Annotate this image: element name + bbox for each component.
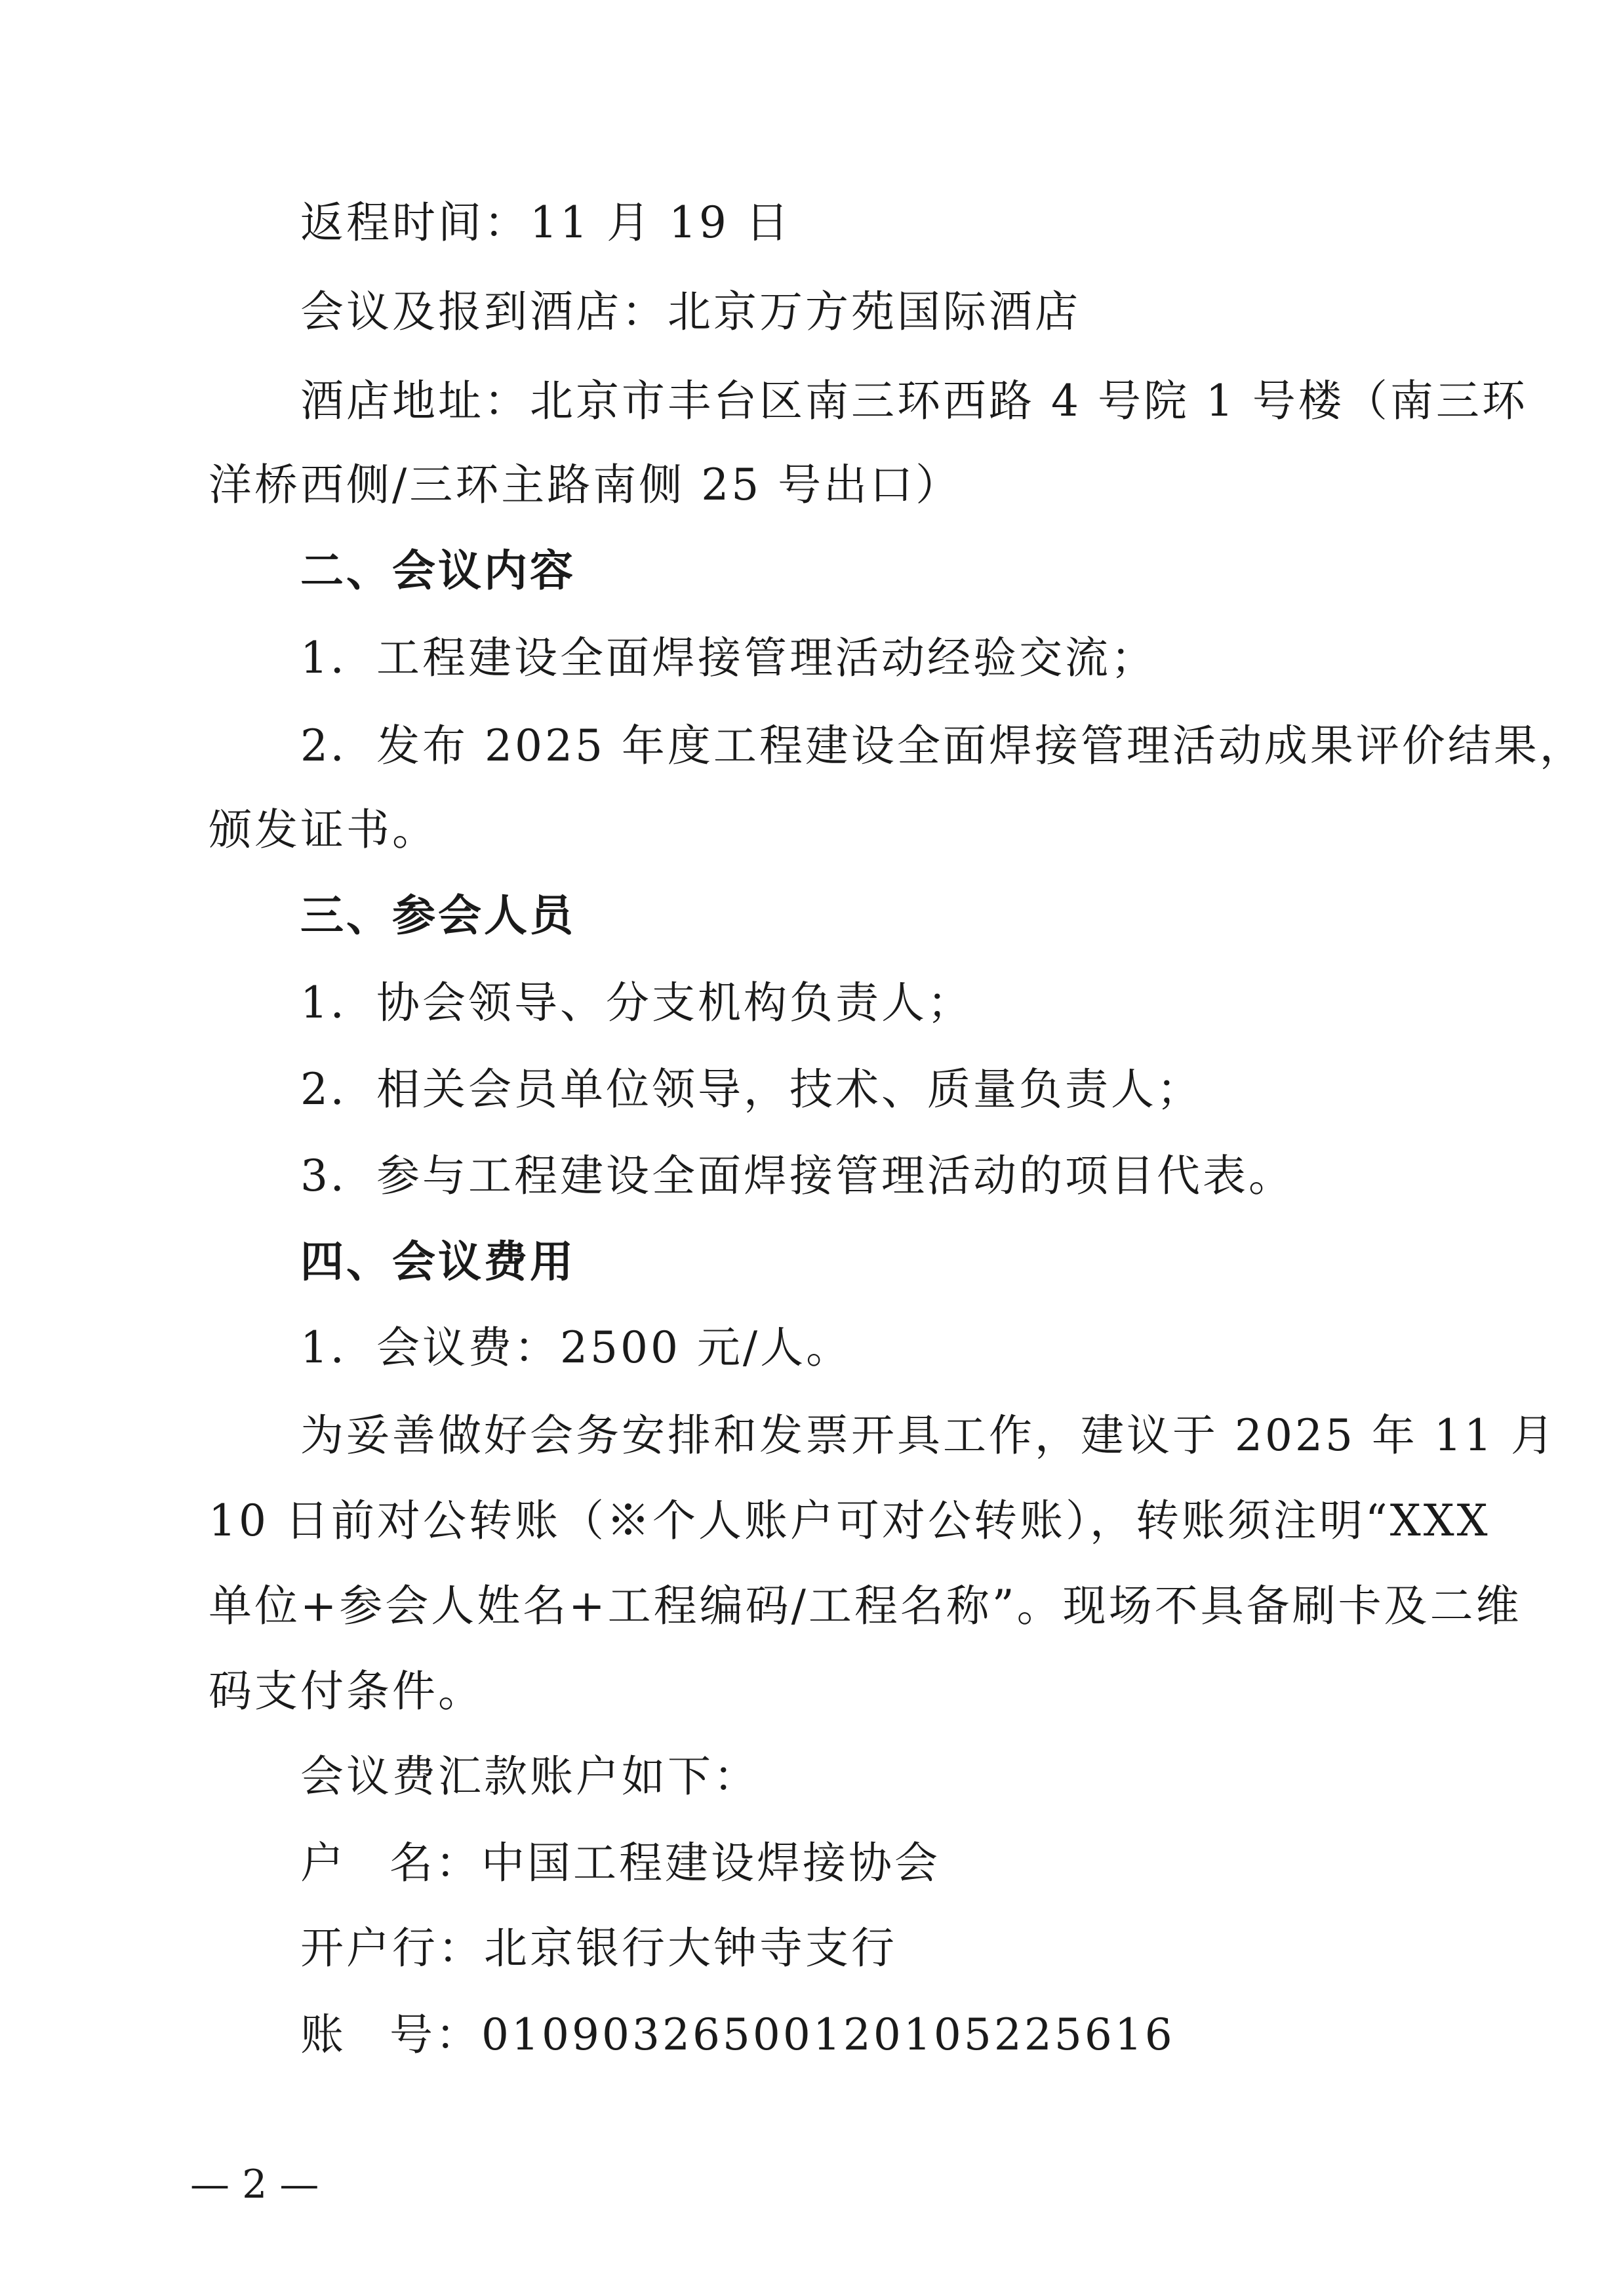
hotel-address-line-1: 酒店地址：北京市丰台区南三环西路 4 号院 1 号楼（南三环 — [300, 376, 1528, 426]
account-intro: 会议费汇款账户如下： — [300, 1751, 759, 1802]
section-3-heading: 三、参会人员 — [300, 890, 576, 941]
bank-row — [300, 1922, 897, 1975]
meeting-hotel: 会议及报到酒店：北京万方苑国际酒店 — [300, 287, 1081, 337]
account-name-row — [300, 1837, 940, 1890]
bank-value: 北京银行大钟寺支行 — [484, 1923, 897, 1973]
section-2-item-2-line-1: 2．发布 2025 年度工程建设全面焊接管理活动成果评价结果， — [300, 721, 1586, 771]
account-name-value: 中国工程建设焊接协会 — [481, 1838, 940, 1888]
account-name-label-part-2: 名： — [389, 1838, 481, 1888]
return-time: 返程时间：11 月 19 日 — [300, 197, 791, 248]
account-number-label-part-1: 账 — [300, 2009, 346, 2060]
fee-paragraph-line-4: 码支付条件。 — [209, 1666, 484, 1716]
section-3-item-2: 2．相关会员单位领导，技术、质量负责人； — [300, 1064, 1203, 1115]
section-4-item-1: 1．会议费：2500 元/人。 — [300, 1322, 852, 1373]
section-2-item-2-line-2: 颁发证书。 — [209, 804, 438, 855]
section-2-heading: 二、会议内容 — [300, 545, 576, 596]
account-number-row — [300, 2009, 1175, 2061]
account-number-label-part-2: 号： — [389, 2009, 481, 2060]
bank-label: 开户行： — [300, 1923, 484, 1973]
hotel-address-line-2: 洋桥西侧/三环主路南侧 25 号出口） — [209, 460, 962, 510]
page-number: — 2 — — [190, 2162, 319, 2207]
account-number-value: 01090326500120105225616 — [481, 2009, 1175, 2060]
section-3-item-3: 3．参与工程建设全面焊接管理活动的项目代表。 — [300, 1151, 1294, 1201]
section-4-heading: 四、会议费用 — [300, 1236, 576, 1287]
section-2-item-1: 1．工程建设全面焊接管理活动经验交流； — [300, 633, 1157, 683]
fee-paragraph-line-2: 10 日前对公转账（※个人账户可对公转账），转账须注明“XXX — [209, 1495, 1490, 1546]
fee-paragraph-line-1: 为妥善做好会务安排和发票开具工作，建议于 2025 年 11 月 — [300, 1410, 1557, 1461]
fee-paragraph-line-3: 单位+参会人姓名+工程编码/工程名称”。现场不具备刷卡及二维 — [209, 1581, 1522, 1631]
section-3-item-1: 1．协会领导、分支机构负责人； — [300, 978, 973, 1028]
account-name-label-part-1: 户 — [300, 1838, 346, 1888]
